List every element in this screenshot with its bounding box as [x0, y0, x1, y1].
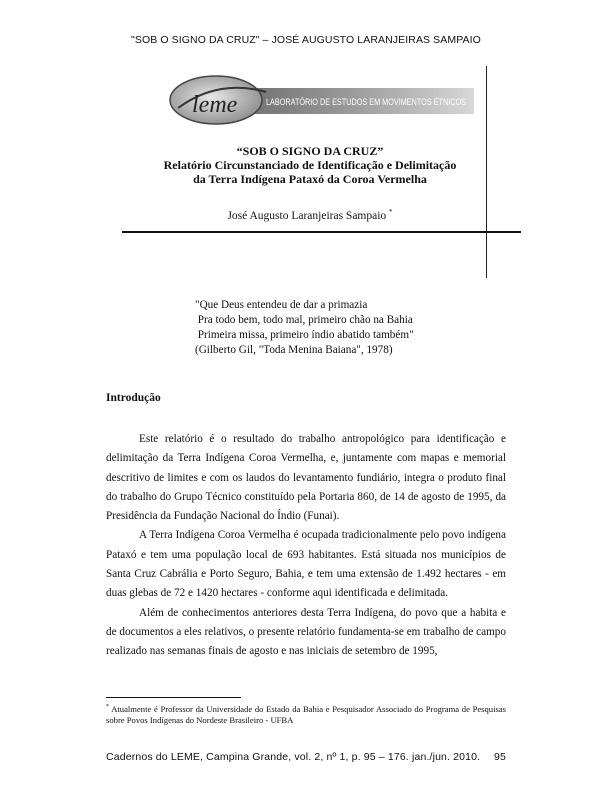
- paragraph: A Terra Indígena Coroa Vermelha é ocupada tradicionalmente pelo povo indígena Pataxó e tem uma população local de 693 habitantes. Está situada nos municípios de Santa Cruz Cabrália e Porto Seguro, Bahia, e tem uma extensão de 1.492 hectares - em duas glebas de 72 e 1420 hectares - conforme aqui identificada e delimitada.: [106, 529, 506, 600]
- author-line: [140, 208, 480, 222]
- logo-wordmark: leme: [192, 92, 238, 118]
- paper-subtitle-line-1: Relatório Circunstanciado de Identificação e Delimitação: [163, 158, 457, 172]
- footnote-text: Atualmente é Professor da Universidade do Estado da Bahia e Pesquisador Associado do Programa de Pesquisas sobre Povos Indígenas do Nordeste Brasileiro - UFBA: [106, 703, 506, 725]
- epigraph-line: Pra todo bem, todo mal, primeiro chão na Bahia: [195, 314, 413, 326]
- epigraph-line: Primeira missa, primeiro índio abatido também": [195, 329, 414, 341]
- page-number: 95: [494, 751, 506, 763]
- vertical-rule: [486, 66, 487, 278]
- epigraph-attribution: (Gilberto Gil, "Toda Menina Baiana", 1978): [195, 344, 393, 356]
- leme-logo: [168, 74, 474, 126]
- paper-title: “SOB O SIGNO DA CRUZ”: [236, 144, 384, 158]
- epigraph-line: "Que Deus entendeu de dar a primazia: [195, 299, 368, 311]
- author-name: José Augusto Laranjeiras Sampaio: [227, 209, 387, 222]
- body-text: [106, 430, 506, 662]
- epigraph: [195, 298, 414, 358]
- journal-citation: Cadernos do LEME, Campina Grande, vol. 2, nº 1, p. 95 – 176. jan./jun. 2010.: [106, 751, 481, 763]
- footnote-mark: *: [106, 704, 109, 710]
- paragraph: Além de conhecimentos anteriores desta Terra Indígena, do povo que a habita e de documentos a eles relativos, o presente relatório fundamenta-se em trabalho de campo realizado nas semanas finais de agosto e nas iniciais de setembro de 1995,: [106, 606, 506, 658]
- paper-subtitle-line-2: da Terra Indígena Pataxó da Coroa Vermelha: [193, 172, 427, 186]
- footnote: [106, 702, 506, 726]
- running-footer: [106, 751, 506, 763]
- running-header: "SOB O SIGNO DA CRUZ" – JOSÉ AUGUSTO LARANJEIRAS SAMPAIO: [131, 34, 481, 46]
- paragraph: Este relatório é o resultado do trabalho antropológico para identificação e delimitação da Terra Indígena Coroa Vermelha, e, juntamente com mapas e memorial descritivo de limites e com os laudos do levantamento fundiário, integra o produto final do trabalho do Grupo Técnico constituído pela Portaria 860, de 14 de agosto de 1995, da Presidência da Fundação Nacional do Índio (Funai).: [106, 433, 506, 523]
- footnote-rule: [106, 697, 241, 698]
- logo-caption: LABORATÓRIO DE ESTUDOS EM MOVIMENTOS ÉTNICOS: [266, 97, 466, 108]
- author-footnote-mark: *: [389, 208, 393, 216]
- section-heading: Introdução: [106, 392, 161, 404]
- title-rule: [122, 231, 521, 233]
- title-block: [140, 144, 480, 186]
